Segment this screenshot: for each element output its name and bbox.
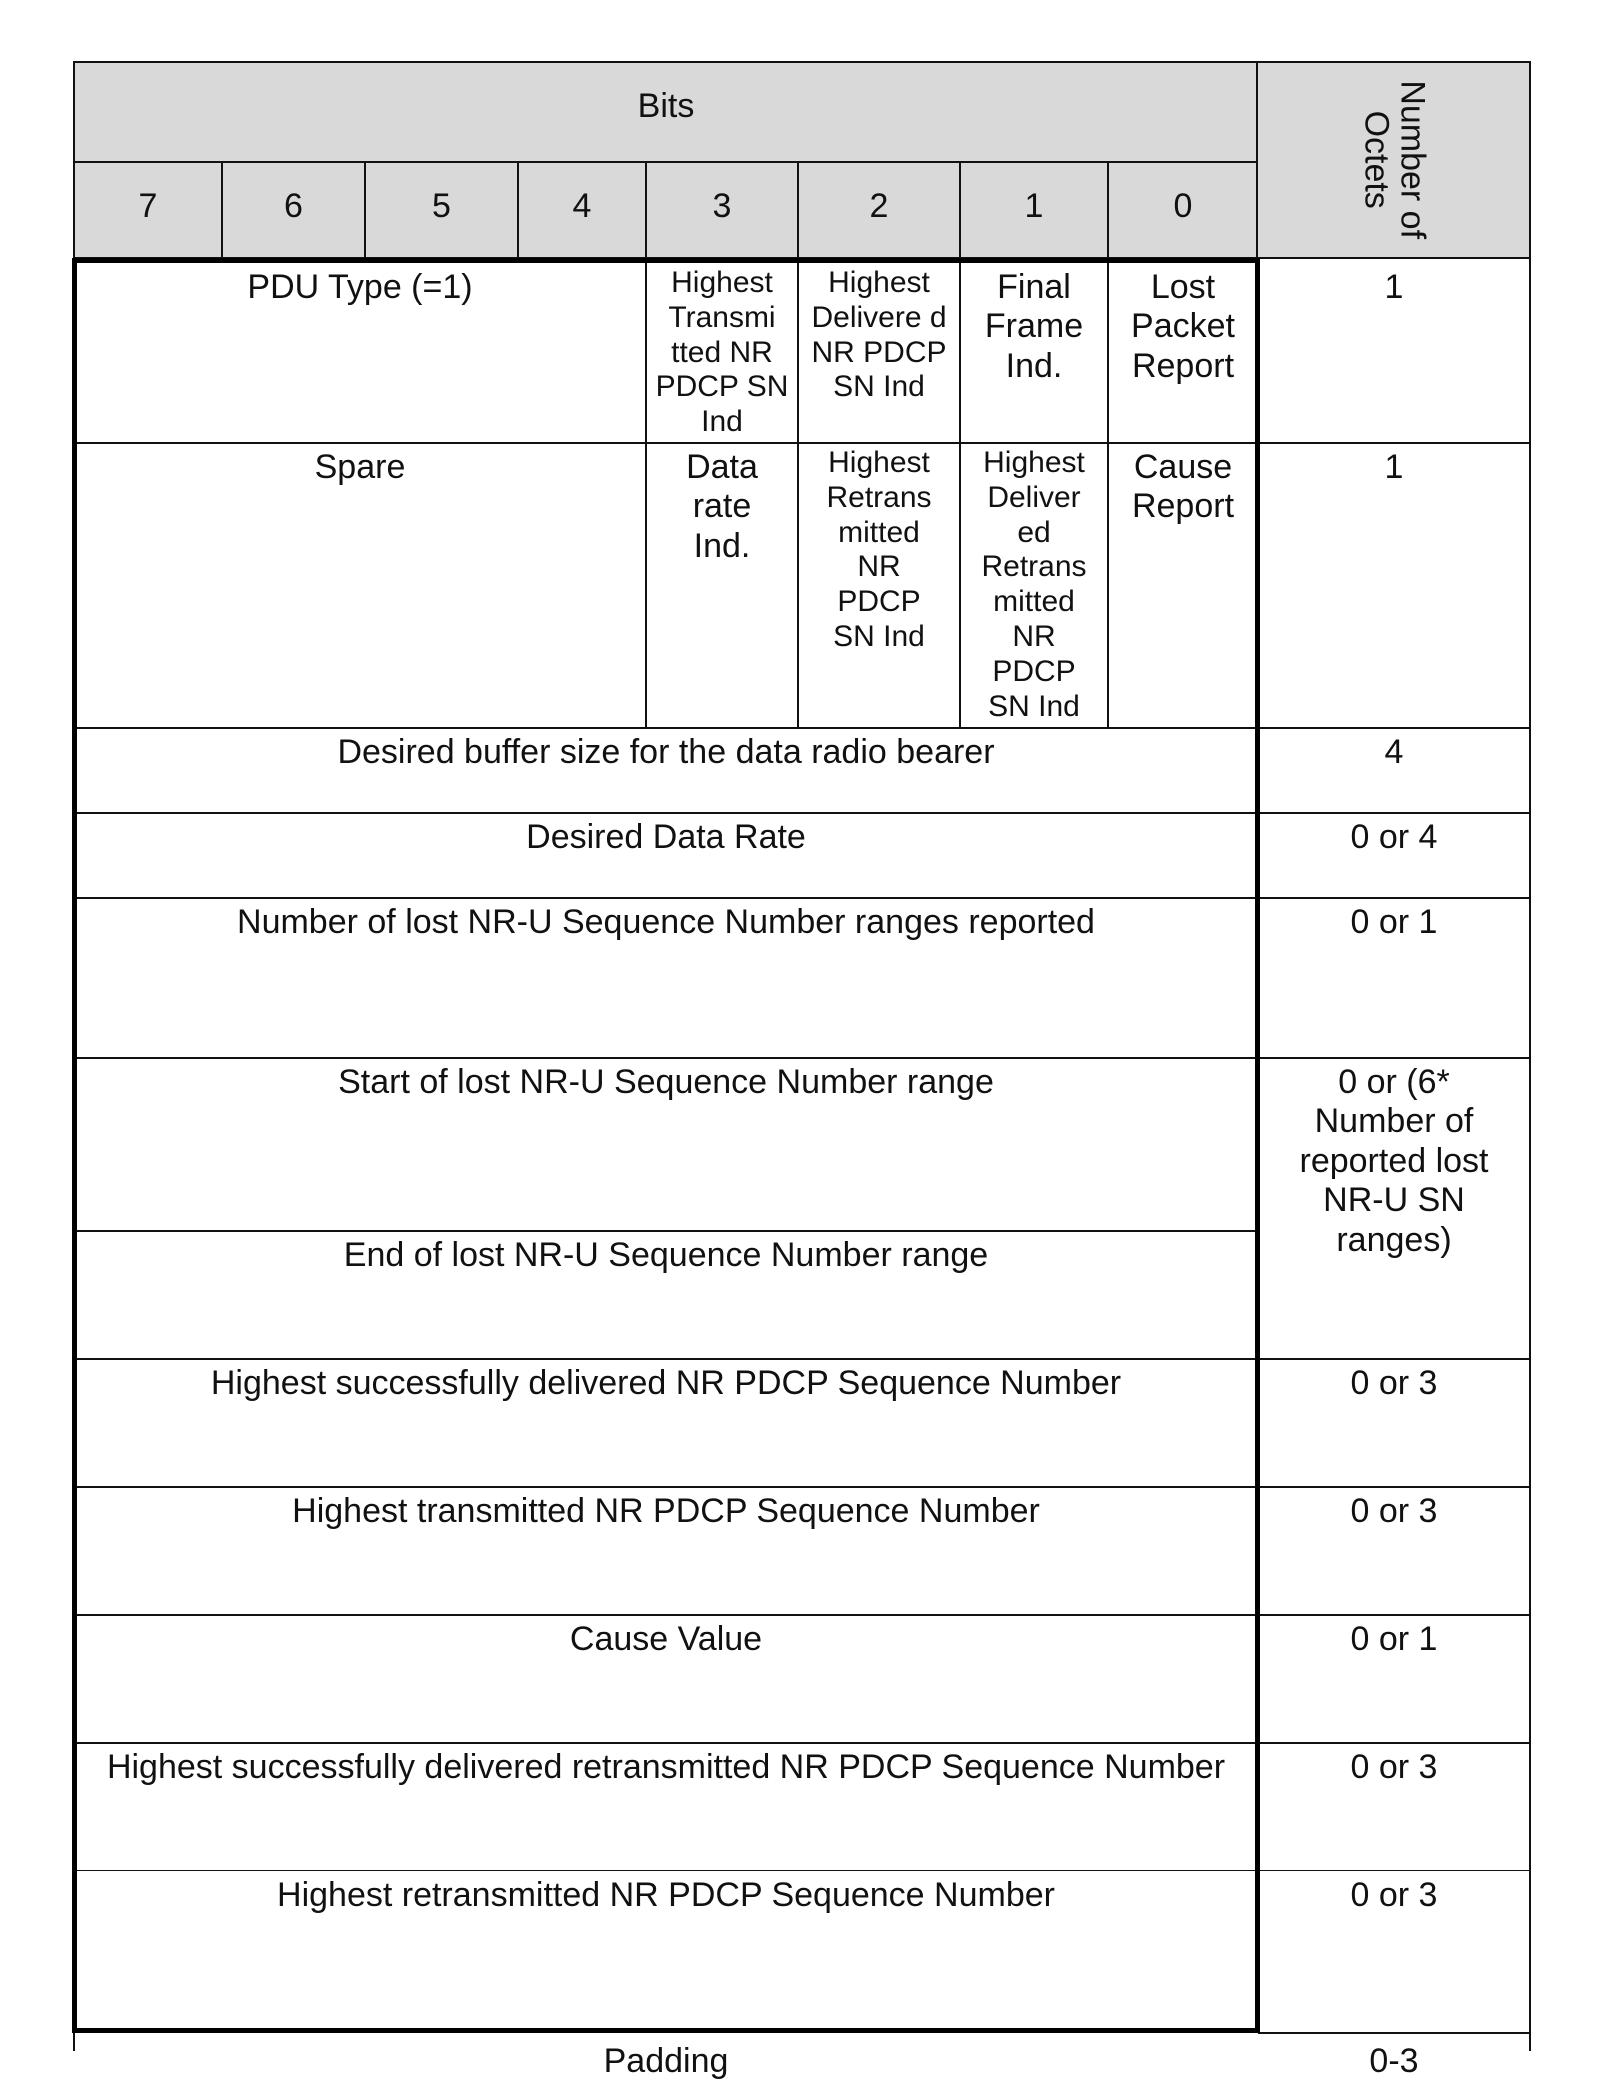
cause-value: Cause Value <box>569 1620 763 1658</box>
bit-header-0: 0 <box>1108 162 1258 257</box>
highest-retransmitted-sn: Highest retransmitted NR PDCP Sequence Number <box>277 1876 1055 1914</box>
octets-header-label: Number of Octets <box>1358 80 1432 239</box>
final-frame-ind: Final Frame Ind. <box>984 268 1084 385</box>
start-of-lost-range: Start of lost NR-U Sequence Number range <box>338 1063 994 1101</box>
highest-transmitted-ind: Highest Transmi tted NR PDCP SN Ind <box>655 266 789 439</box>
data-rate-ind: Data rate Ind. <box>686 448 758 565</box>
bit-header-2: 2 <box>798 162 960 257</box>
grid-line <box>364 162 366 258</box>
octets-row-4: 0 or 4 <box>1350 818 1438 856</box>
grid-line <box>1107 162 1109 728</box>
grid-line <box>221 162 223 258</box>
bit-header-7: 7 <box>74 162 222 257</box>
octets-row-9: 0 or 3 <box>1350 1492 1438 1530</box>
grid-line <box>645 162 647 728</box>
octets-row-3: 4 <box>1384 733 1404 771</box>
octets-row-1: 1 <box>1384 268 1404 306</box>
octets-row-5: 0 or 1 <box>1350 903 1438 941</box>
grid-line <box>74 727 1531 729</box>
grid-line <box>74 61 1531 63</box>
bit-header-3: 3 <box>646 162 798 257</box>
highest-delivered-ind: Highest Delivere d NR PDCP SN Ind <box>811 266 947 404</box>
octets-row-13: 0-3 <box>1369 2042 1419 2080</box>
spare-field: Spare <box>314 448 406 486</box>
highest-delivered-retransmitted-sn: Highest successfully delivered retransmitted NR PDCP Sequence Number <box>106 1748 1226 1786</box>
block-border-bottom <box>72 2028 1260 2033</box>
grid-line <box>517 162 519 258</box>
highest-transmitted-sn: Highest transmitted NR PDCP Sequence Number <box>292 1492 1040 1530</box>
grid-line <box>797 162 799 728</box>
grid-line <box>74 1358 1531 1360</box>
block-border-top <box>72 258 1260 263</box>
grid-line <box>74 812 1531 814</box>
octets-row-11: 0 or 3 <box>1350 1748 1438 1786</box>
grid-line <box>1529 61 1531 2051</box>
desired-data-rate: Desired Data Rate <box>526 818 806 856</box>
grid-line <box>1256 61 1258 261</box>
grid-line <box>74 1870 1531 1871</box>
bit-header-1: 1 <box>960 162 1108 257</box>
grid-line <box>74 161 1258 163</box>
highest-delivered-retransmitted-ind: Highest Deliver ed Retrans mitted NR PDCP SN Ind <box>981 446 1087 723</box>
highest-retransmitted-ind: Highest Retrans mitted NR PDCP SN Ind <box>826 446 932 653</box>
grid-line <box>74 1614 1531 1616</box>
grid-line <box>1258 2032 1531 2034</box>
padding-field: Padding <box>603 2042 729 2080</box>
block-border-right <box>1255 258 1260 2033</box>
octets-row-10: 0 or 1 <box>1350 1620 1438 1658</box>
grid-line <box>74 1486 1531 1488</box>
grid-line <box>74 1057 1531 1059</box>
block-border-left <box>72 258 77 2033</box>
octets-row-12: 0 or 3 <box>1350 1876 1438 1914</box>
bit-header-4: 4 <box>518 162 646 257</box>
grid-line <box>959 162 961 728</box>
grid-line <box>74 1742 1531 1744</box>
cause-report: Cause Report <box>1131 448 1235 526</box>
octets-row-2: 1 <box>1384 448 1404 486</box>
highest-delivered-sn: Highest successfully delivered NR PDCP Sequence Number <box>210 1364 1122 1402</box>
end-of-lost-range: End of lost NR-U Sequence Number range <box>343 1236 989 1274</box>
lost-packet-report: Lost Packet Report <box>1131 268 1235 385</box>
octets-row-8: 0 or 3 <box>1350 1364 1438 1402</box>
grid-line <box>74 1230 1258 1232</box>
grid-line <box>74 442 1531 444</box>
bits-label: Bits <box>637 87 695 125</box>
bit-header-6: 6 <box>222 162 365 257</box>
bits-header <box>74 62 1258 162</box>
bit-header-5: 5 <box>365 162 518 257</box>
pdu-type-field: PDU Type (=1) <box>247 268 473 306</box>
octets-row-6: 0 or (6* Number of reported lost NR-U SN ranges) <box>1299 1063 1489 1259</box>
grid-line <box>74 897 1531 899</box>
lost-ranges-count: Number of lost NR-U Sequence Number ranges reported <box>237 903 1095 941</box>
desired-buffer-size: Desired buffer size for the data radio bearer <box>337 733 995 771</box>
